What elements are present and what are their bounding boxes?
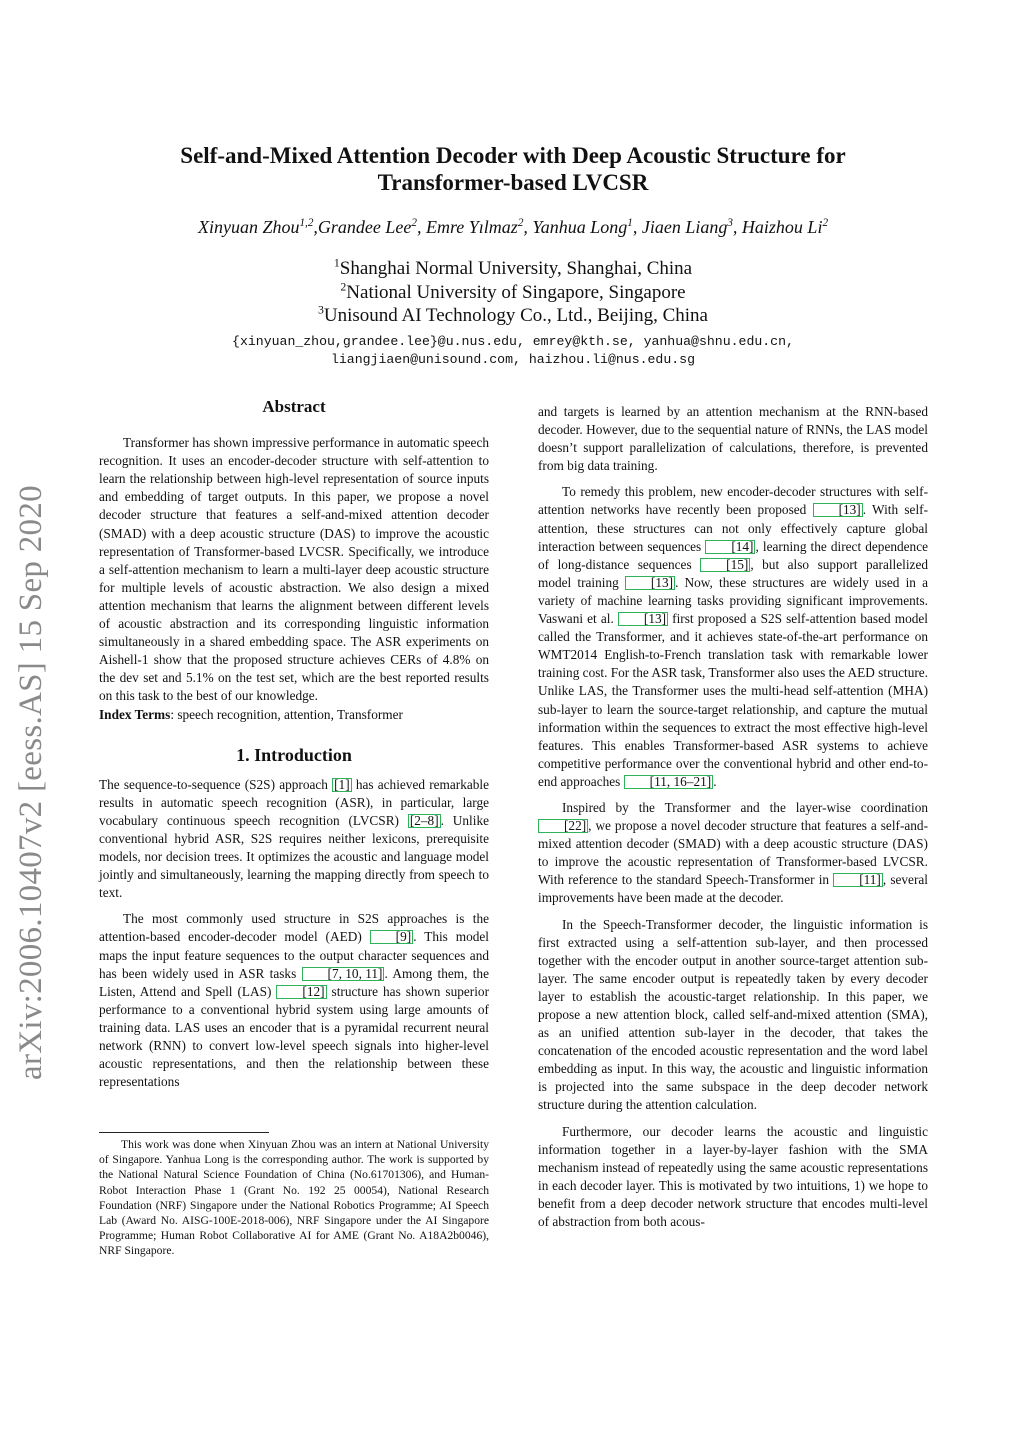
author-name: Jiaen Liang <box>641 217 728 237</box>
author-affiliation-mark: 1,2 <box>299 217 314 229</box>
author-name: Xinyuan Zhou <box>197 217 300 237</box>
author-affiliation-mark: 2 <box>822 217 829 229</box>
citation-link[interactable]: [11] <box>833 873 883 887</box>
citation-link[interactable]: [11, 16–21] <box>624 775 714 789</box>
author-name: Haizhou Li <box>741 217 823 237</box>
footnote: This work was done when Xinyuan Zhou was an intern at National University of Singapore. Yanhua Long is the corresponding author. The work is supported by the National Natural Science Foundation of China (No.61701306), and Human-Robot Interaction Phase 1 (Grant No. 192 25 00054), National Research Foundation (NRF) Singapore under the National Robotics Programme; AI Speech Lab (Award No. AISG-100E-2018-006), NRF Singapore under the AI Singapore Programme; Human Robot Collaborative AI for AME (Grant No. A18A2b0046), NRF Singapore. <box>99 1138 489 1258</box>
author-affiliation-mark: 3 <box>727 217 733 229</box>
affiliation-2: $^2$National University of Singapore, Singapore <box>340 280 686 303</box>
author-name: Yanhua Long <box>532 217 628 237</box>
abstract-text: Transformer has shown impressive performance in automatic speech recognition. It uses an encoder-decoder structure with self-attention to learn the relationship between high-level representation of source inputs and embedding of target outputs. In this paper, we propose a novel decoder structure that features a self-and-mixed attention decoder (SMAD) with a deep acoustic structure (DAS) to improve the acoustic representation of Transformer-based LVCSR. Specifically, we introduce a self-attention mechanism to learn a multi-layer deep acoustic structure for multiple levels of acoustic abstraction. We also design a mixed attention mechanism that learns the alignment between different levels of acoustic abstraction and its corresponding linguistic information simultaneously in a shared embedding space. The ASR experiments on Aishell-1 show that the proposed structure achieves CERs of 4.8% on the dev set and 5.1% on the test set, which are the best reported results on this task to the best of our knowledge. <box>99 435 489 704</box>
email-line-2[interactable]: liangjiaen@unisound.com, haizhou.li@nus.edu.sg <box>330 352 696 367</box>
left-column <box>99 398 489 1091</box>
author-name: Grandee Lee <box>317 217 412 237</box>
right-paragraph-2: To remedy this problem, new encoder-decoder structures with self-attention networks have recently been proposed [13] . With self-attention, these structures can not only effectively capture global interaction between sequences [14] , learning the direct dependence of long-distance sequences [15] , but also support parallelized model training [13] . Now, these structures are widely used in a variety of machine learning tasks providing significant improvements. Vaswani et al. [13] first proposed a S2S self-attention based model called the Transformer, and it achieves state-of-the-art performance on WMT2014 English-to-French translation task with remarkable lower training cost. For the ASR task, Transformer also uses the AED structure. Unlike LAS, the Transformer uses the multi-head self-attention (MHA) sub-layer to learn the source-target relationship, and capture the mutual information within the sequences to extract the most effective high-level features. This enables Transformer-based ASR systems to achieve competitive performance over the conventional hybrid and other end-to-end approaches [11, 16–21] . <box>538 484 929 789</box>
citation-link[interactable]: [13] <box>625 576 675 590</box>
email-line-1[interactable]: {xinyuan_zhou,grandee.lee}@u.nus.edu, emrey@kth.se, yanhua@shnu.edu.cn, <box>232 334 794 349</box>
right-paragraph-1: and targets is learned by an attention mechanism at the RNN-based decoder. However, due to the sequential nature of RNNs, the LAS model doesn’t support parallelization of calculations, therefore, is prevented from big data training. <box>538 404 928 474</box>
citation-link[interactable]: [22] <box>538 819 588 833</box>
title-line-2: Transformer-based LVCSR <box>377 170 649 195</box>
citation-link[interactable]: [15] <box>700 558 750 572</box>
citation-link[interactable]: [7, 10, 11] <box>302 967 385 981</box>
abstract-heading: Abstract <box>262 397 326 416</box>
right-paragraph-5: Furthermore, our decoder learns the acoustic and linguistic information together in a layer-by-layer fashion with the SMA mechanism instead of repeatedly using the same acoustic representations in each decoder layer. This is motivated by two intuitions, 1) we hope to benefit from a deep decoder network structure that encodes multi-level of abstraction from both acous- <box>538 1123 928 1230</box>
footnote-divider <box>99 1132 269 1133</box>
right-paragraph-3: Inspired by the Transformer and the layer-wise coordination [22] , we propose a novel decoder structure that features a self-and-mixed attention decoder (SMAD) with a deep acoustic structure (DAS) to improve the acoustic representation of Transformer-based LVCSR. With reference to the standard Speech-Transformer in [11] , several improvements have been made at the decoder. <box>538 799 928 906</box>
right-column <box>538 403 928 1231</box>
paper-title <box>100 142 926 196</box>
arxiv-identifier: arXiv:2006.10407v2 [eess.AS] 15 Sep 2020 <box>13 485 49 1080</box>
introduction-heading: 1. Introduction <box>236 744 352 765</box>
citation-link[interactable]: [13] <box>618 612 668 626</box>
citation-link[interactable]: [2–8] <box>409 812 439 828</box>
author-affiliation-mark: 2 <box>411 217 417 229</box>
title-line-1: Self-and-Mixed Attention Decoder with Deep Acoustic Structure for <box>180 143 846 168</box>
citation-link[interactable]: [9] <box>370 930 414 944</box>
citation-link[interactable]: [13] <box>813 503 863 517</box>
author-affiliation-mark: 1 <box>627 217 633 229</box>
index-terms <box>99 706 489 724</box>
intro-paragraph-2: The most commonly used structure in S2S approaches is the attention-based encoder-decoder model (AED) [9] . This model maps the input feature sequences to the output character sequences and has been widely used in ASR tasks [7, 10, 11] . Among them, the Listen, Attend and Spell (LAS) [12] structure has shown superior performance to a conventional hybrid system using large amounts of training data. LAS uses an encoder that is a pyramidal recurrent neural network (RNN) to convert low-level speech signals into higher-level acoustic representations, and then the relationship between these representations <box>99 911 489 1090</box>
index-terms-text: : speech recognition, attention, Transformer <box>170 706 403 722</box>
affiliation-1: $^1$Shanghai Normal University, Shanghai, China <box>333 256 693 279</box>
citation-link[interactable]: [14] <box>705 540 755 554</box>
author-name: Emre Yılmaz <box>425 217 518 237</box>
right-paragraph-4: In the Speech-Transformer decoder, the linguistic information is first extracted using a self-attention sub-layer, and then processed together with the encoder output in another source-target attention sub-layer. The same encoder output is repeatedly taken by every decoder layer to establish the acoustic-target relationship. In this paper, we propose a new attention block, called self-and-mixed attention (SMA), as an unified attention sub-layer in the decoder, that takes the concatenation of the encoded acoustic representation and the word label embedding as input. In this way, the acoustic and linguistic information is projected into the same subspace in the deep decoder network structure during the attention calculation. <box>538 916 928 1113</box>
index-terms-label: Index Terms <box>99 706 171 722</box>
citation-link[interactable]: [12] <box>276 985 326 999</box>
author-list: Xinyuan Zhou$^{1,2}$,Grandee Lee$^2$, Emre Yılmaz$^2$, Yanhua Long$^1$, Jiaen Liang$^3$, Haizhou Li$^2$ <box>197 217 829 237</box>
affiliation-3: $^3$Unisound AI Technology Co., Ltd., Beijing, China <box>317 303 708 326</box>
author-affiliation-mark: 2 <box>517 217 524 229</box>
citation-link[interactable]: [1] <box>334 776 350 792</box>
intro-paragraph-1: The sequence-to-sequence (S2S) approach [1] has achieved remarkable results in automatic speech recognition (ASR), in particular, large vocabulary continuous speech recognition (LVCSR) [2–8] . Unlike conventional hybrid ASR, S2S requires neither lexicons, prerequisite models, nor decision trees. It optimizes the acoustic and language model jointly and simultaneously, learning the mapping directly from speech to text. <box>99 776 489 901</box>
